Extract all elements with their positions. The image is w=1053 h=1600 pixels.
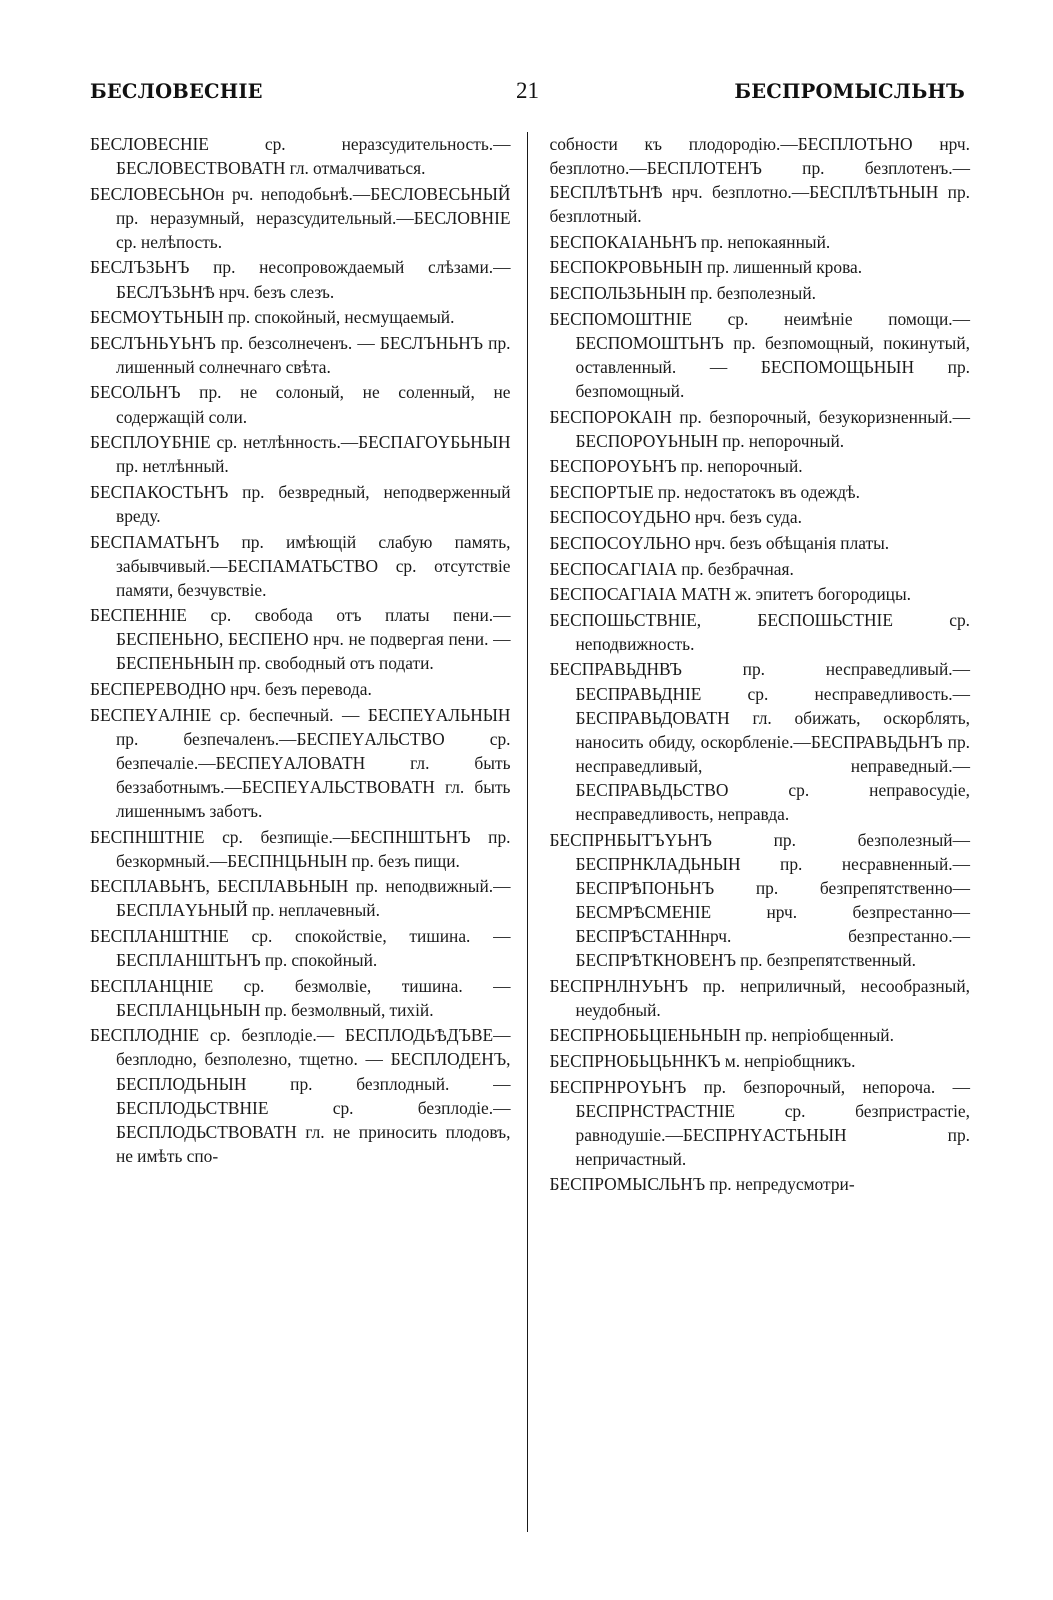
- dictionary-entry: БЕСПРНЛНУЬНЪ пр. неприличный, несообразный, неудобный.: [549, 975, 970, 1020]
- dictionary-entry: БЕСПЛОҮБНІЕ ср. нетлѣнность.—БЕСПАГОҮБЬНЫН пр. нетлѣнный.: [90, 432, 511, 477]
- dictionary-entry: БЕСПЛАНШТНІЕ ср. спокойствіе, тишина. —БЕСПЛАНШТЬНЪ пр. спокойный.: [90, 926, 511, 971]
- right-column: [527, 132, 971, 1532]
- dictionary-entry: БЕСПОКАІАНЬНЪ пр. непокаянный.: [549, 231, 831, 252]
- dictionary-entry: БЕСПОМОШТНІЕ ср. неимѣніе помощи.—БЕСПОМОШТЬНЪ пр. безпомощный, покинутый, оставленный. — БЕСПОМОЩЬНЫН пр. безпомощный.: [549, 308, 970, 401]
- dictionary-entry: БЕСПОРТЬІЕ пр. недостатокъ въ одеждѣ.: [549, 481, 860, 502]
- dictionary-entry: БЕСПЛОДНІЕ ср. безплодіе.— БЕСПЛОДЬѢДЪВЕ—безплодно, безполезно, тщетно. — БЕСПЛОДЕНЪ, БЕСПЛОДЬНЫН пр. безплодный. — БЕСПЛОДЬСТВНІЕ ср. безплодіе.—БЕСПЛОДЬСТВОВАТН гл. не приносить плодовъ, не имѣть спо-: [90, 1025, 511, 1166]
- dictionary-entry: БЕСЛЪНЬҮЬНЪ пр. безсолнеченъ. — БЕСЛЪНЬНЪ пр. лишенный солнечнаго свѣта.: [90, 332, 511, 377]
- columns-container: [90, 132, 970, 1532]
- running-head: [90, 80, 965, 103]
- dictionary-entry: БЕСМОҮТЬНЫН пр. спокойный, несмущаемый.: [90, 307, 455, 328]
- dictionary-entry: БЕСПЕННІЕ ср. свобода отъ платы пени.—БЕСПЕНЬНО, БЕСПЕНО нрч. не подвергая пени. — БЕСПЕНЬНЫН пр. свободный отъ подати.: [90, 605, 511, 674]
- dictionary-entry: БЕСПОКРОВЬНЫН пр. лишенный крова.: [549, 257, 863, 278]
- dictionary-entry: БЕСПЛАВЬНЪ, БЕСПЛАВЬНЫН пр. неподвижный.—БЕСПЛАҮЬНЫЙ пр. неплачевный.: [90, 876, 511, 921]
- dictionary-entry: БЕСПЛАНЦНІЕ ср. безмолвіе, тишина. — БЕСПЛАНЦЬНЫН пр. безмолвный, тихій.: [90, 975, 511, 1020]
- dictionary-entry: БЕСЛЪЗЬНЪ пр. несопровождаемый слѣзами.—БЕСЛЪЗЬНѢ нрч. безъ слезъ.: [90, 257, 511, 302]
- left-column: [90, 132, 527, 1532]
- dictionary-entry: БЕСЛОВЕСЬНОн рч. неподобьнѣ.—БЕСЛОВЕСЬНЫЙ пр. неразумный, неразсудительный.—БЕСЛОВНІЕ ср. нелѣпость.: [90, 183, 511, 252]
- dictionary-entry: БЕСПОСАГІАІА МАТН ж. эпитетъ богородицы.: [549, 584, 912, 605]
- dictionary-entry: БЕСПРНРОҮЬНЪ пр. безпорочный, непороча. — БЕСПРНСТРАСТНІЕ ср. безпристрастіе, равнодушіе.—БЕСПРНҮАСТЬНЫН пр. непричастный.: [549, 1076, 970, 1169]
- dictionary-entry: БЕСПОСОҮЛЬНО нрч. безъ обѣщанія платы.: [549, 533, 890, 553]
- dictionary-entry: БЕСПАКОСТЬНЪ пр. безвредный, неподверженный вреду.: [90, 481, 511, 526]
- dictionary-entry: БЕСПОШЬСТВНІЕ, БЕСПОШЬСТНІЕ ср. неподвижность.: [549, 609, 970, 654]
- dictionary-entry: БЕСПРАВЬДНВЪ пр. несправедливый.—БЕСПРАВЬДНІЕ ср. несправедливость.—БЕСПРАВЬДОВАТН гл. обижать, оскорблять, наносить обиду, оскорбленіе.—БЕСПРАВЬДЬНЪ пр. несправедливый, неправедный.—БЕСПРАВЬДЬСТВО ср. неправосудіе, несправедливость, неправда.: [549, 659, 970, 825]
- dictionary-entry: БЕСПОСАГІАІА пр. безбрачная.: [549, 558, 794, 579]
- page-number: 21: [516, 78, 539, 103]
- dictionary-entry: БЕСПОРОҮЬНЪ пр. непорочный.: [549, 456, 803, 477]
- dictionary-entry: БЕСПОРОКАІН пр. безпорочный, безукоризненный.—БЕСПОРОҮЬНЫН пр. непорочный.: [549, 406, 970, 451]
- dictionary-entry: БЕСПРНОБЬЦІЕНЬНЫН пр. непріобщенный.: [549, 1025, 894, 1046]
- dictionary-entry: БЕСПЕҮАЛНІЕ ср. беспечный. — БЕСПЕҮАЛЬНЫН пр. безпечаленъ.—БЕСПЕҮАЛЬСТВО ср. безпечаліе.—БЕСПЕҮАЛОВАТН гл. быть беззаботнымъ.—БЕСПЕҮАЛЬСТВОВАТН гл. быть лишеннымъ заботъ.: [90, 704, 511, 822]
- dictionary-entry: БЕСПОЛЬЗЬНЫН пр. безполезный.: [549, 283, 817, 304]
- running-head-right: БЕСПРОМЫСЛЬНЪ: [734, 80, 965, 103]
- dictionary-entry: БЕСПРНБЫТЪҮЬНЪ пр. безполезный—БЕСПРНКЛАДЬНЫН пр. несравненный.—БЕСПРѢПОНЬНЪ пр. безпрепятственно—БЕСМРѢСМЕНІЕ нрч. безпрестанно—БЕСПРѢСТАННнрч. безпрестанно.—БЕСПРѢТКНОВЕНЪ пр. безпрепятственный.: [549, 829, 970, 971]
- dictionary-entry: БЕСЛОВЕСНІЕ ср. неразсудительность.—БЕСЛОВЕСТВОВАТН гл. отмалчиваться.: [90, 134, 511, 179]
- running-head-left: БЕСЛОВЕСНІЕ: [90, 80, 263, 103]
- dictionary-entry: БЕСПАМАТЬНЪ пр. имѣющій слабую память, забывчивый.—БЕСПАМАТЬСТВО ср. отсутствіе памяти, безчувствіе.: [90, 531, 511, 600]
- dictionary-entry: БЕСПОСОҮДЬНО нрч. безъ суда.: [549, 507, 802, 528]
- dictionary-entry: БЕСПРОМЫСЛЬНЪ пр. непредусмотри-: [549, 1174, 855, 1195]
- dictionary-entry: БЕСПРНОБЬЦЬННКЪ м. непріобщникъ.: [549, 1050, 856, 1071]
- dictionary-entry-continuation: собности къ плодородію.—БЕСПЛОТЬНО нрч. безплотно.—БЕСПЛОТЕНЪ пр. безплотенъ.—БЕСПЛѢТЬНѢ нрч. безплотно.—БЕСПЛѢТЬНЫН пр. безплотный.: [549, 134, 970, 227]
- dictionary-entry: БЕСПНШТНІЕ ср. безпищіе.—БЕСПНШТЬНЪ пр. безкормный.—БЕСПНЦЬНЫН пр. безъ пищи.: [90, 826, 511, 871]
- dictionary-entry: БЕСПЕРЕВОДНО нрч. безъ перевода.: [90, 679, 372, 700]
- dictionary-entry: БЕСОЛЬНЪ пр. не солоный, не соленный, не содержащій соли.: [90, 382, 511, 427]
